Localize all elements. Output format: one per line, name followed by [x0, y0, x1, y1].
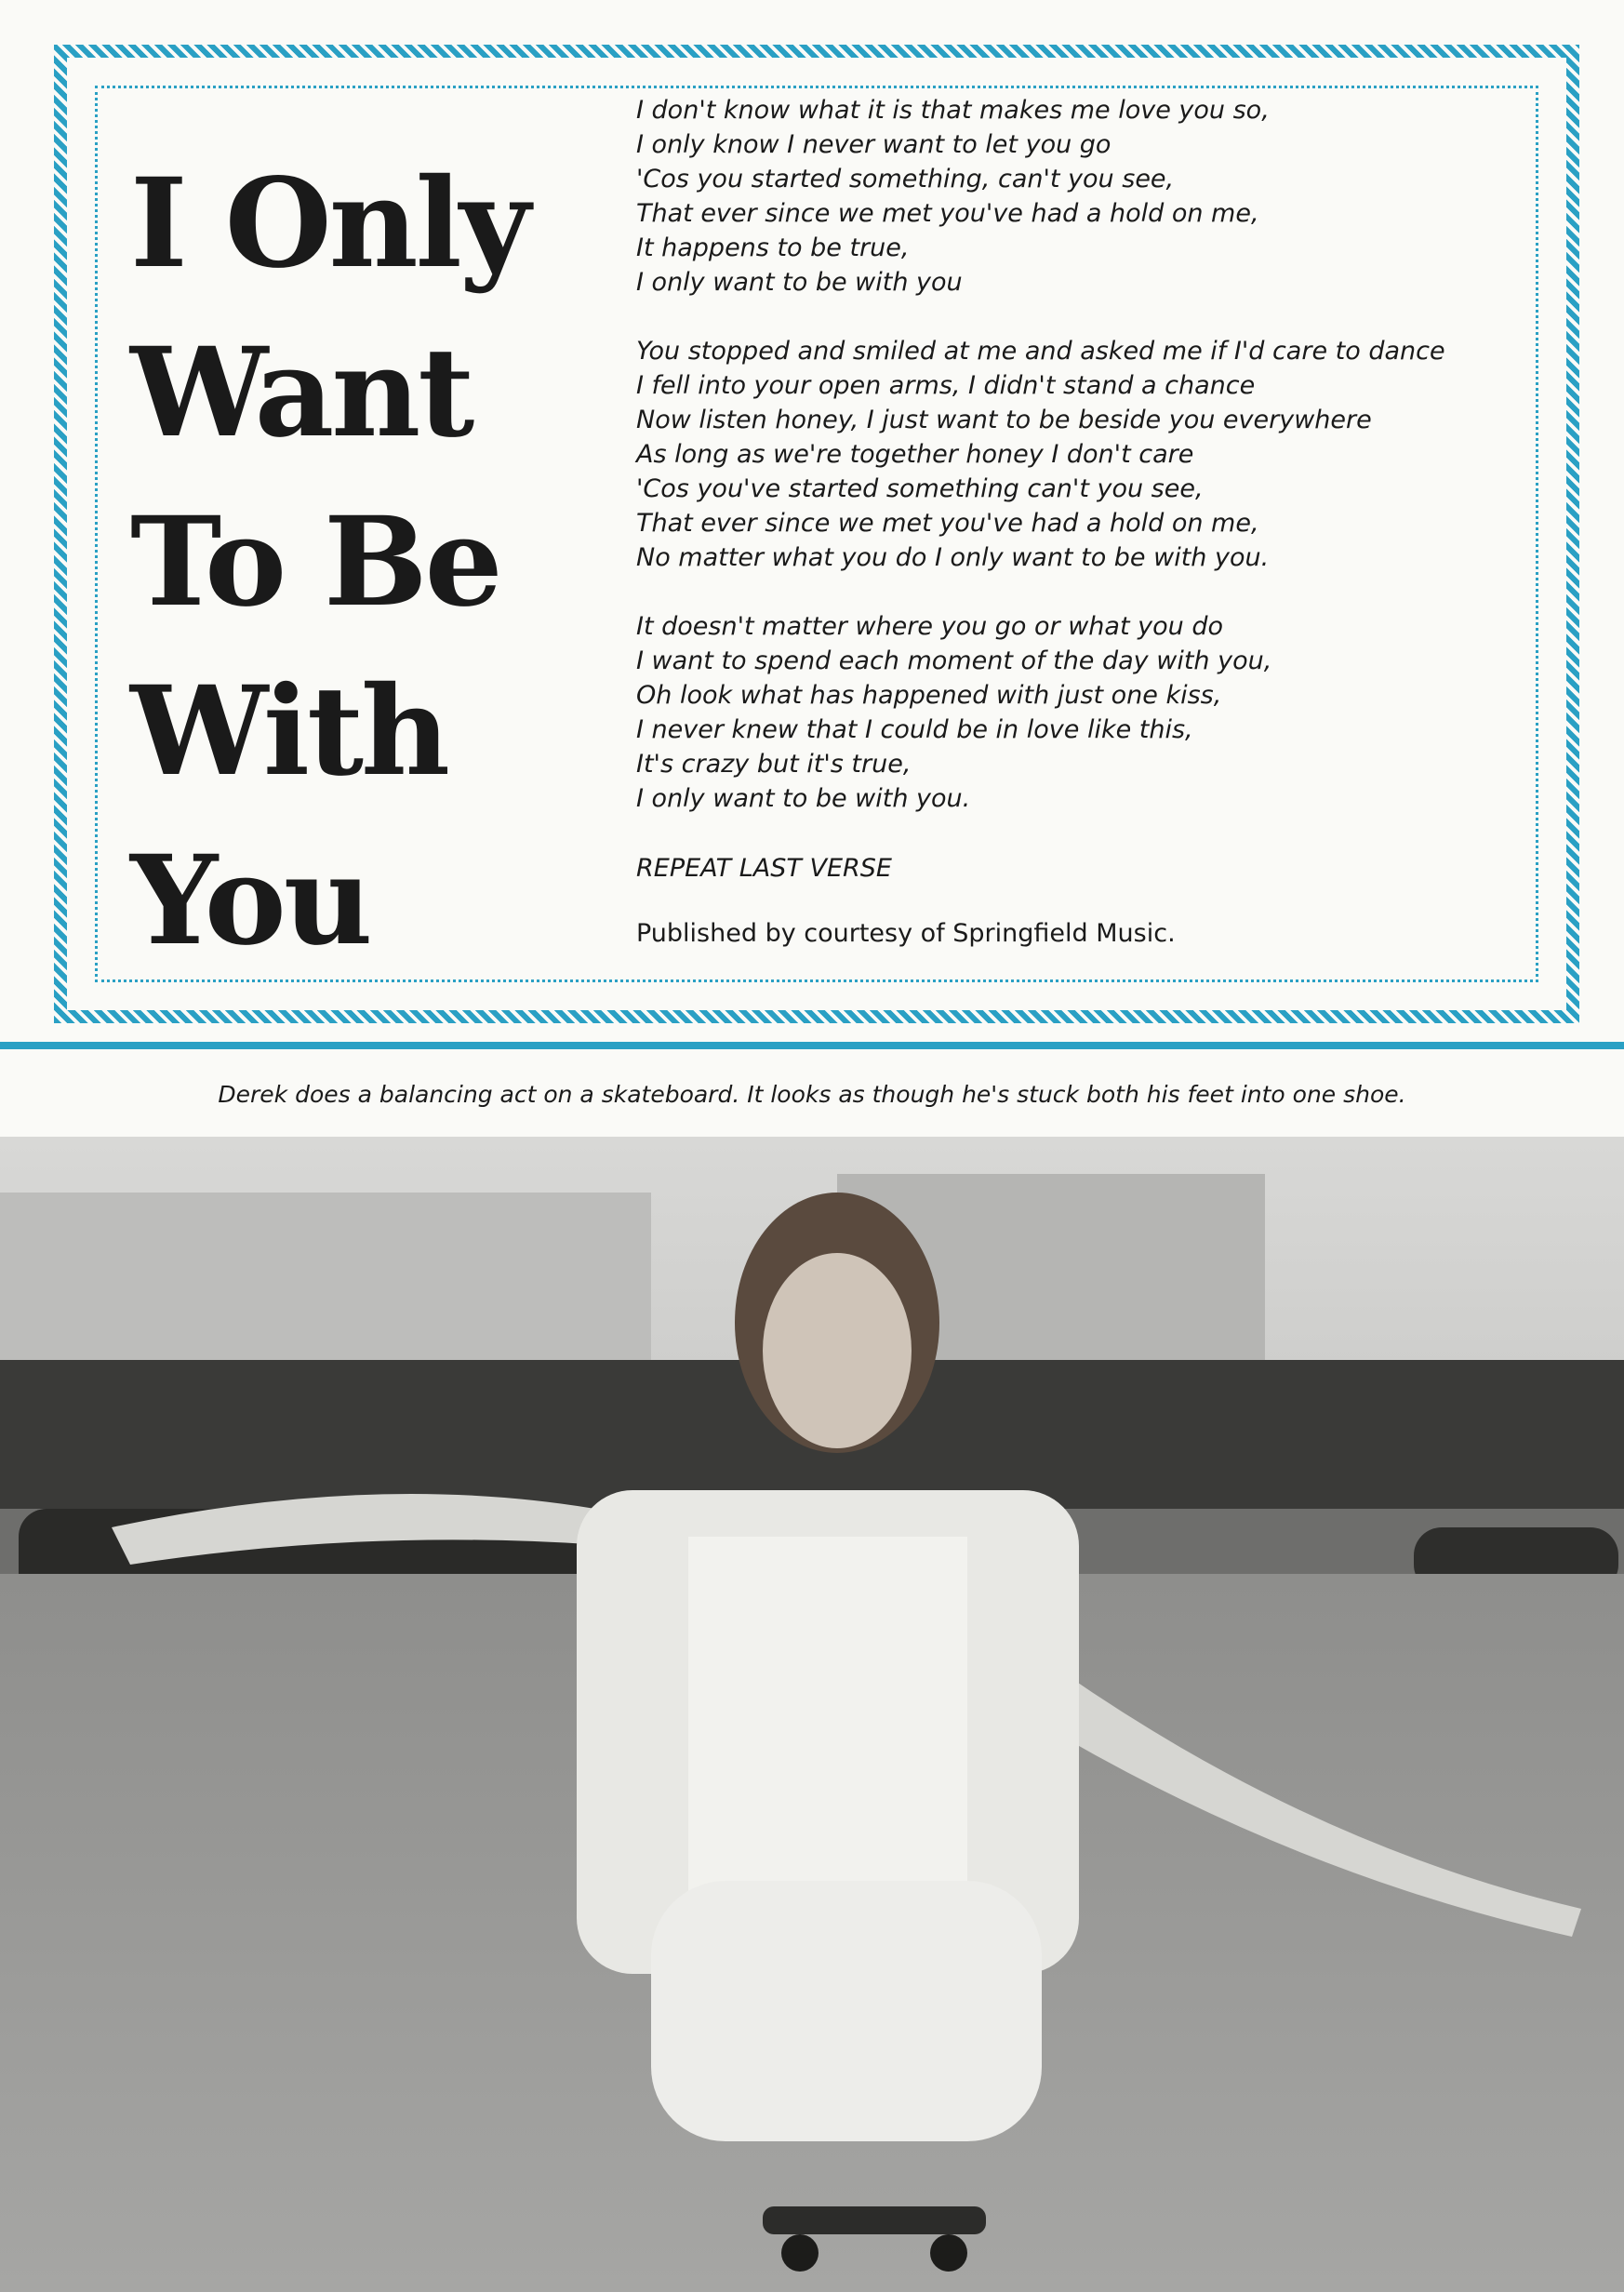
- lyric-line: Oh look what has happened with just one kiss,: [636, 681, 1222, 710]
- lyric-line: I want to spend each moment of the day with you,: [636, 646, 1272, 675]
- title-line: To Be: [130, 490, 500, 634]
- lyric-line: It doesn't matter where you go or what you do: [636, 612, 1223, 641]
- title-line: You: [130, 829, 370, 973]
- stanza-2: [636, 334, 1548, 575]
- song-title: [130, 140, 614, 986]
- repeat-note: REPEAT LAST VERSE: [636, 854, 892, 883]
- stanza-1: [636, 93, 1548, 300]
- divider-rule: [0, 1042, 1624, 1049]
- lyric-line: I fell into your open arms, I didn't stand a chance: [636, 371, 1256, 400]
- lyric-line: That ever since we met you've had a hold on me,: [636, 199, 1259, 228]
- lyric-line: I only know I never want to let you go: [636, 130, 1112, 159]
- lyric-line: 'Cos you've started something can't you see,: [636, 474, 1204, 503]
- lyric-line: You stopped and smiled at me and asked me if I'd care to dance: [636, 337, 1445, 366]
- photo-illustration: [0, 1137, 1624, 2292]
- lyric-line: I only want to be with you.: [636, 784, 971, 813]
- stanza-3: [636, 609, 1548, 816]
- lyrics: [636, 93, 1548, 850]
- lyric-line: That ever since we met you've had a hold on me,: [636, 509, 1259, 538]
- lyric-line: Now listen honey, I just want to be beside you everywhere: [636, 406, 1372, 434]
- lyric-line: I never knew that I could be in love like this,: [636, 715, 1193, 744]
- publisher-credit: Published by courtesy of Springfield Music.: [636, 919, 1176, 948]
- lyric-line: I don't know what it is that makes me love you so,: [636, 96, 1270, 125]
- lyric-line: As long as we're together honey I don't care: [636, 440, 1194, 469]
- lyric-line: No matter what you do I only want to be with you.: [636, 543, 1270, 572]
- photo-caption: Derek does a balancing act on a skateboard. It looks as though he's stuck both his feet into one shoe.: [218, 1081, 1406, 1108]
- lyric-line: It happens to be true,: [636, 233, 910, 262]
- skateboard-photo: [0, 1137, 1624, 2292]
- lyric-line: I only want to be with you: [636, 268, 963, 297]
- lyric-line: 'Cos you started something, can't you see,: [636, 165, 1175, 193]
- title-line: Want: [130, 321, 473, 465]
- title-line: I Only: [130, 152, 528, 296]
- lyric-line: It's crazy but it's true,: [636, 750, 912, 779]
- title-line: With: [130, 660, 448, 804]
